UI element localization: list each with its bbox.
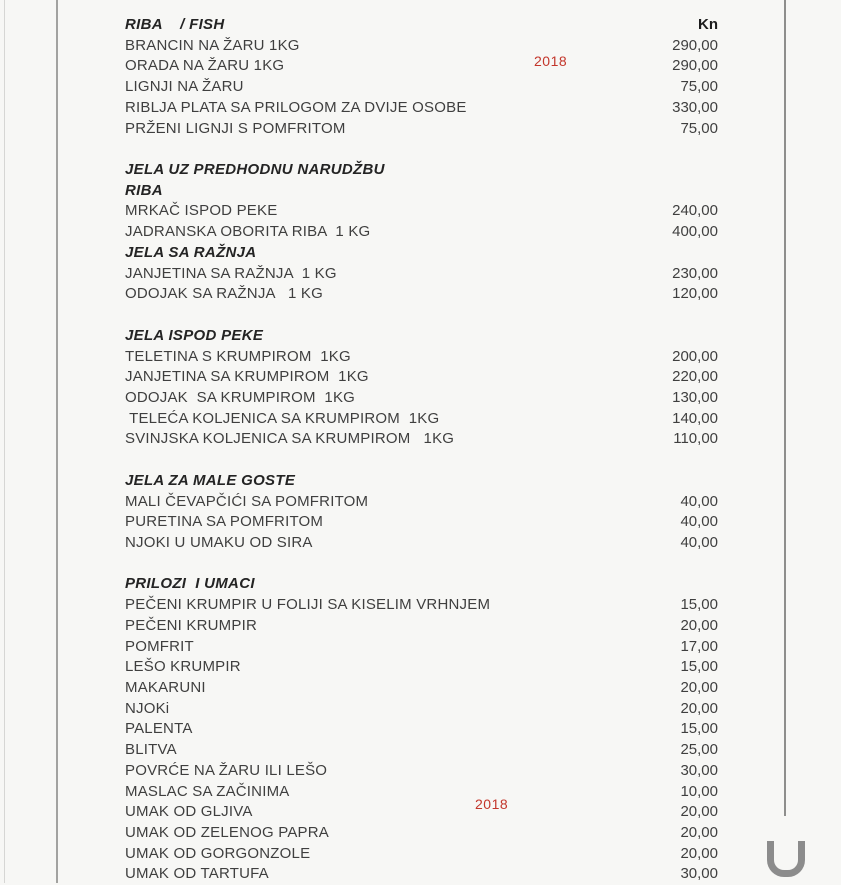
section-heading-row (125, 243, 718, 264)
spacer-row (125, 450, 718, 471)
dish-name: TELETINA S KRUMPIROM 1KG (125, 347, 351, 365)
dish-name: UMAK OD GLJIVA (125, 803, 253, 821)
dish-price: 130,00 (672, 388, 718, 406)
dish-price: 75,00 (680, 78, 718, 96)
dish-price: 20,00 (680, 844, 718, 862)
left-edge-rule (4, 0, 5, 883)
menu-item-row (125, 119, 718, 140)
dish-name: JANJETINA SA KRUMPIROM 1KG (125, 368, 369, 386)
menu-item-row (125, 429, 718, 450)
dish-name: PURETINA SA POMFRITOM (125, 513, 324, 531)
menu-item-row (125, 616, 718, 637)
dish-price: 290,00 (672, 36, 718, 54)
dish-price: 20,00 (680, 616, 718, 634)
menu-item-row (125, 409, 718, 430)
section-heading-row (125, 471, 718, 492)
dish-name: TELEĆA KOLJENICA SA KRUMPIROM 1KG (125, 409, 440, 427)
dish-name: PALENTA (125, 720, 193, 738)
menu-item-row (125, 699, 718, 720)
dish-price: 290,00 (672, 57, 718, 75)
dish-name: POVRĆE NA ŽARU ILI LEŠO (125, 761, 328, 779)
dish-price: 140,00 (672, 409, 718, 427)
dish-price: 40,00 (680, 533, 718, 551)
dish-price: 40,00 (680, 513, 718, 531)
year-annotation-bottom: 2018 (475, 796, 509, 812)
dish-name: ODOJAK SA RAŽNJA 1 KG (125, 285, 323, 303)
section-heading-row (125, 181, 718, 202)
dish-price: 30,00 (680, 761, 718, 779)
menu-item-row (125, 388, 718, 409)
dish-name: BLITVA (125, 741, 177, 759)
dish-name: PEČENI KRUMPIR (125, 616, 257, 634)
section-title: JELA ZA MALE GOSTE (125, 471, 296, 489)
dish-price: 120,00 (672, 285, 718, 303)
dish-price: 15,00 (680, 720, 718, 738)
dish-price: 25,00 (680, 741, 718, 759)
left-margin-rule (56, 0, 58, 883)
dish-name: LIGNJI NA ŽARU (125, 78, 244, 96)
dish-price: 40,00 (680, 492, 718, 510)
menu-item-row (125, 367, 718, 388)
section-heading-row (125, 326, 718, 347)
dish-name: MASLAC SA ZAČINIMA (125, 782, 290, 800)
dish-price: 230,00 (672, 264, 718, 282)
dish-name: JANJETINA SA RAŽNJA 1 KG (125, 264, 337, 282)
menu-item-row (125, 492, 718, 513)
dish-price: 15,00 (680, 596, 718, 614)
menu-item-row (125, 284, 718, 305)
menu-item-row (125, 637, 718, 658)
menu-item-row (125, 347, 718, 368)
menu-item-row (125, 77, 718, 98)
dish-name: ORADA NA ŽARU 1KG (125, 57, 285, 75)
dish-name: PRŽENI LIGNJI S POMFRITOM (125, 119, 346, 137)
menu-item-row (125, 595, 718, 616)
dish-price: 220,00 (672, 368, 718, 386)
menu-item-row (125, 864, 718, 885)
dish-price: 30,00 (680, 865, 718, 883)
menu-item-row (125, 36, 718, 57)
dish-name: MAKARUNI (125, 679, 206, 696)
menu-item-row (125, 512, 718, 533)
dish-name: MRKAČ ISPOD PEKE (125, 202, 278, 220)
dish-name: BRANCIN NA ŽARU 1KG (125, 36, 300, 54)
dish-name: UMAK OD GORGONZOLE (125, 844, 311, 862)
section-title: RIBA / FISH (125, 16, 225, 33)
section-title: JELA ISPOD PEKE (125, 326, 264, 344)
dish-price: 20,00 (680, 679, 718, 696)
menu-item-row (125, 844, 718, 865)
dish-name: RIBLJA PLATA SA PRILOGOM ZA DVIJE OSOBE (125, 98, 467, 116)
right-margin-rule (784, 0, 786, 816)
year-annotation-top: 2018 (534, 53, 568, 69)
dish-price: 240,00 (672, 202, 718, 220)
menu-item-row (125, 56, 718, 77)
dish-name: PEČENI KRUMPIR U FOLIJI SA KISELIM VRHNJEM (125, 596, 491, 614)
menu-page (125, 15, 718, 885)
dish-price: 110,00 (673, 430, 718, 448)
menu-item-row (125, 719, 718, 740)
spacer-row (125, 139, 718, 160)
letter-u-glyph (767, 841, 805, 877)
menu-item-row (125, 740, 718, 761)
menu-item-row (125, 98, 718, 119)
menu-item-row (125, 802, 718, 823)
section-title: JELA SA RAŽNJA (125, 243, 257, 261)
dish-price: 17,00 (680, 637, 718, 655)
currency-header: Kn (698, 16, 718, 33)
menu-item-row (125, 782, 718, 803)
dish-name: NJOKi (125, 699, 170, 717)
dish-price: 10,00 (680, 782, 718, 800)
dish-name: MALI ČEVAPČIĆI SA POMFRITOM (125, 492, 369, 510)
dish-name: JADRANSKA OBORITA RIBA 1 KG (125, 223, 371, 241)
dish-name: NJOKI U UMAKU OD SIRA (125, 533, 313, 551)
spacer-row (125, 554, 718, 575)
section-heading-row (125, 15, 718, 36)
dish-name: POMFRIT (125, 637, 194, 655)
dish-price: 15,00 (680, 658, 718, 676)
dish-name: ODOJAK SA KRUMPIROM 1KG (125, 388, 356, 406)
section-heading-row (125, 574, 718, 595)
menu-item-row (125, 201, 718, 222)
dish-price: 20,00 (680, 699, 718, 717)
section-title: RIBA (125, 181, 163, 199)
dish-price: 20,00 (680, 824, 718, 842)
dish-price: 200,00 (672, 347, 718, 365)
dish-name: UMAK OD ZELENOG PAPRA (125, 824, 329, 842)
dish-name: UMAK OD TARTUFA (125, 865, 269, 883)
spacer-row (125, 305, 718, 326)
menu-item-row (125, 823, 718, 844)
menu-item-row (125, 678, 718, 699)
dish-price: 20,00 (680, 803, 718, 821)
dish-name: LEŠO KRUMPIR (125, 658, 241, 676)
dish-name: SVINJSKA KOLJENICA SA KRUMPIROM 1KG (125, 430, 455, 448)
menu-item-row (125, 761, 718, 782)
dish-price: 400,00 (672, 223, 718, 241)
section-heading-row (125, 160, 718, 181)
menu-item-row (125, 264, 718, 285)
section-title: PRILOZI I UMACI (125, 575, 255, 593)
menu-item-row (125, 657, 718, 678)
menu-item-row (125, 533, 718, 554)
dish-price: 75,00 (680, 119, 718, 137)
menu-item-row (125, 222, 718, 243)
dish-price: 330,00 (672, 98, 718, 116)
section-title: JELA UZ PREDHODNU NARUDŽBU (125, 161, 385, 179)
